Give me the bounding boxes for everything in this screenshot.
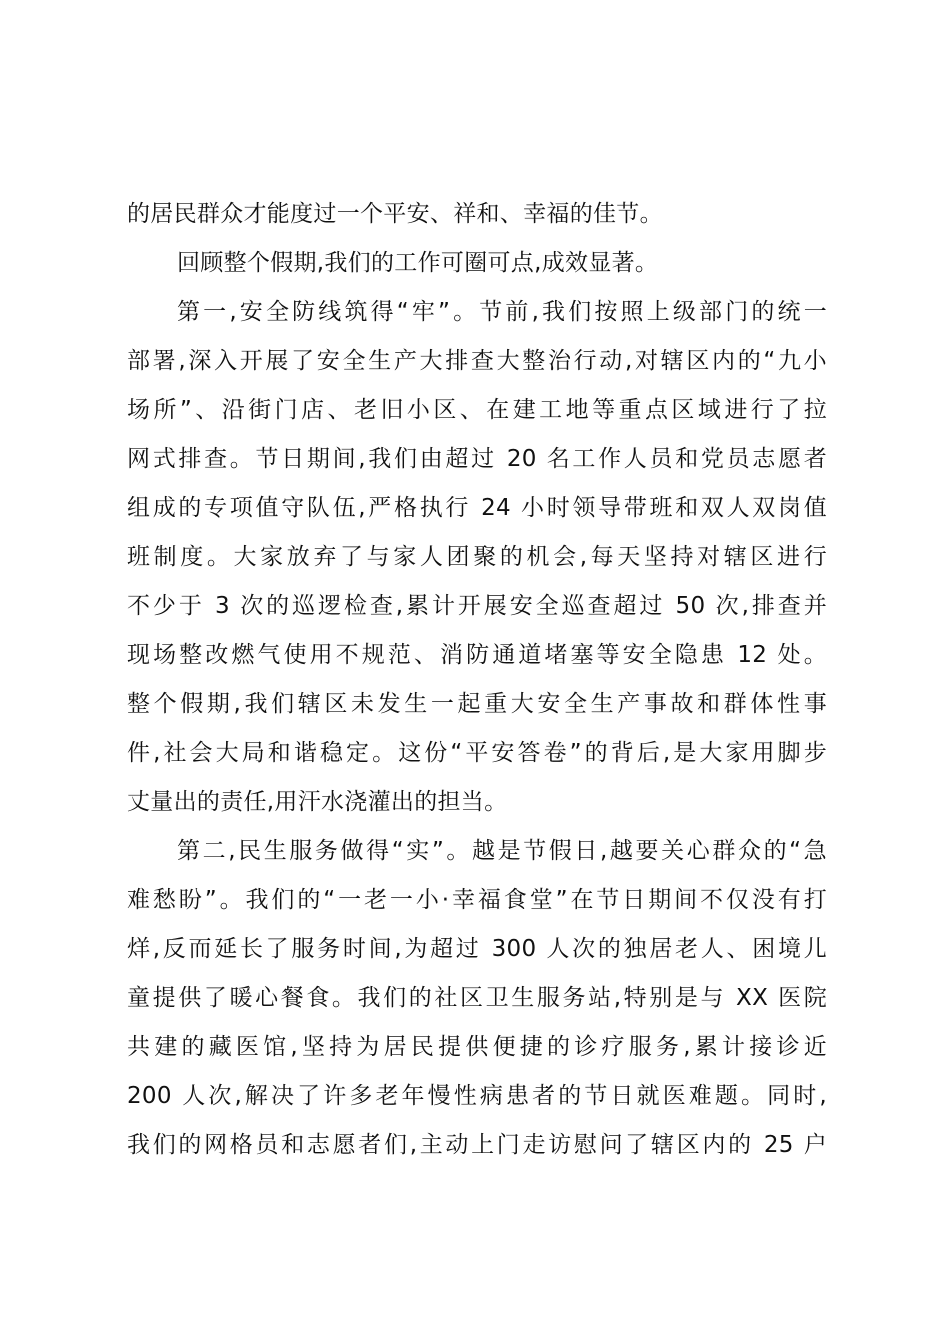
text-line: 部署,深入开展了安全生产大排查大整治行动,对辖区内的“九小 xyxy=(127,348,827,374)
text-line: 难愁盼”。我们的“一老一小·幸福食堂”在节日期间不仅没有打 xyxy=(127,887,827,913)
text-line: 第一,安全防线筑得“牢”。节前,我们按照上级部门的统一 xyxy=(177,299,827,325)
text-line: 不少于 3 次的巡逻检查,累计开展安全巡查超过 50 次,排查并 xyxy=(127,593,827,619)
text-line: 回顾整个假期,我们的工作可圈可点,成效显著。 xyxy=(177,250,659,276)
text-line: 的居民群众才能度过一个平安、祥和、幸福的佳节。 xyxy=(127,201,663,227)
text-line: 组成的专项值守队伍,严格执行 24 小时领导带班和双人双岗值 xyxy=(127,495,827,521)
text-line: 200 人次,解决了许多老年慢性病患者的节日就医难题。同时, xyxy=(127,1083,827,1109)
text-line: 件,社会大局和谐稳定。这份“平安答卷”的背后,是大家用脚步 xyxy=(127,740,827,766)
body-text xyxy=(127,190,827,1170)
text-line: 我们的网格员和志愿者们,主动上门走访慰问了辖区内的 25 户 xyxy=(127,1132,827,1158)
text-line: 共建的藏医馆,坚持为居民提供便捷的诊疗服务,累计接诊近 xyxy=(127,1034,827,1060)
text-line: 烊,反而延长了服务时间,为超过 300 人次的独居老人、困境儿 xyxy=(127,936,827,962)
text-line: 网式排查。节日期间,我们由超过 20 名工作人员和党员志愿者 xyxy=(127,446,827,472)
text-line: 班制度。大家放弃了与家人团聚的机会,每天坚持对辖区进行 xyxy=(127,544,827,570)
text-line: 丈量出的责任,用汗水浇灌出的担当。 xyxy=(127,789,508,815)
text-line: 童提供了暖心餐食。我们的社区卫生服务站,特别是与 XX 医院 xyxy=(127,985,827,1011)
text-line: 场所”、沿街门店、老旧小区、在建工地等重点区域进行了拉 xyxy=(127,397,827,423)
text-line: 现场整改燃气使用不规范、消防通道堵塞等安全隐患 12 处。 xyxy=(127,642,827,668)
text-line: 第二,民生服务做得“实”。越是节假日,越要关心群众的“急 xyxy=(177,838,827,864)
text-line: 整个假期,我们辖区未发生一起重大安全生产事故和群体性事 xyxy=(127,691,827,717)
